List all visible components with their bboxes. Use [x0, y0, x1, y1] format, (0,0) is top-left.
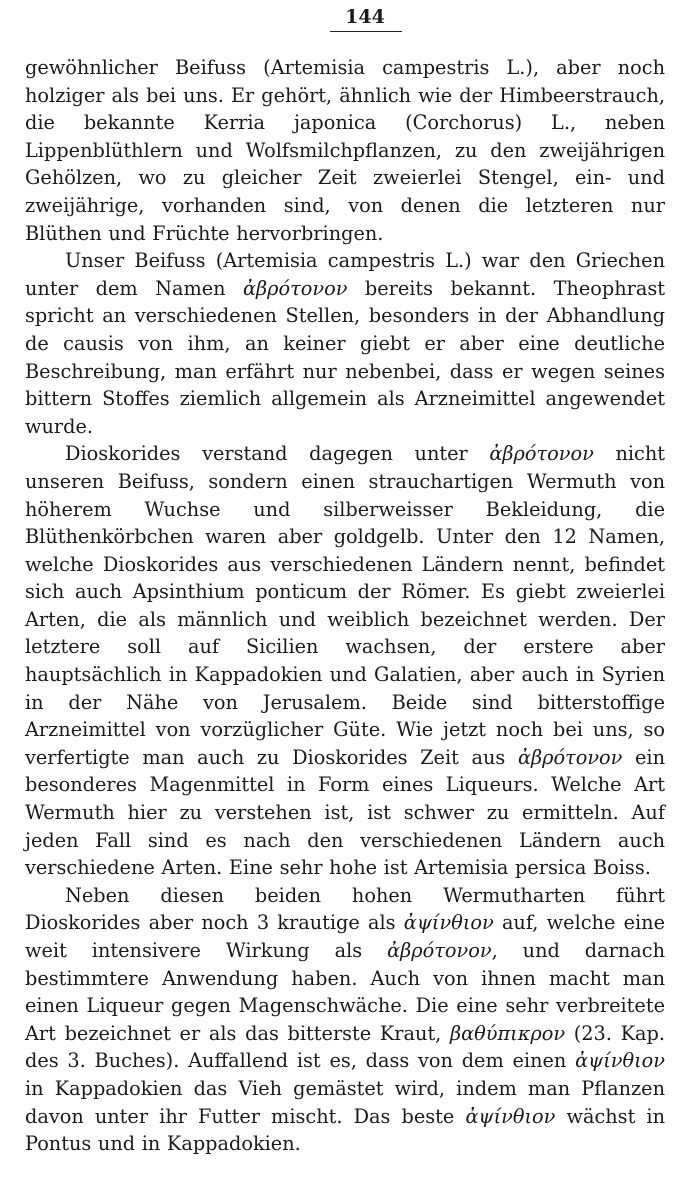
text-segment: Unser Beifuss (Artemisia campestris L.) war den Griechen unter dem Namen: [25, 249, 665, 300]
text-segment: Dioskorides verstand dagegen unter: [65, 442, 490, 466]
greek-term: ἀψίνθιον: [575, 1049, 665, 1073]
greek-term: ἀψίνθιον: [465, 1104, 556, 1128]
greek-term: ἀβρότονον: [387, 939, 492, 962]
greek-term: ἀβρότονον: [489, 442, 594, 466]
text-segment: wächst in Pontus und in Kappadokien.: [25, 1104, 665, 1156]
text-segment: ein besonderes Magenmittel in Form eines Liqueurs. Welche Art Wermuth hier zu verstehen ist, ist schwer zu ermitteln. Auf jeden Fall sind es nach den verschiedenen Ländern auch verschiedene Arten. Eine sehr hohe ist Artemisia persica Boiss.: [25, 745, 665, 880]
body-text: [25, 54, 665, 1158]
text-segment: , und darnach bestimmtere Anwendung haben. Auch von ihnen macht man einen Liqueur gegen Magenschwäche. Die eine sehr verbreitete Art bezeichnet er als das bitterste Kraut,: [25, 939, 665, 1045]
paragraph-1: [25, 54, 665, 247]
text-segment: nicht unseren Beifuss, sondern einen strauchartigen Wermuth von höherem Wuchse und silberweisser Bekleidung, die Blüthenkörbchen waren aber goldgelb. Unter den 12 Namen, welche Dioskorides aus verschiedenen Ländern nennt, befindet sich auch Apsinthium ponticum der Römer. Es giebt zweierlei Arten, die als männlich und weiblich bezeichnet werden. Der letztere soll auf Sicilien wachsen, der erstere aber hauptsächlich in Kappadokien und Galatien, aber auch in Syrien in der Nähe von Jerusalem. Beide sind bitterstoffige Arzneimittel von vorzüglicher Güte. Wie jetzt noch bei uns, so verfertigte man auch zu Dioskorides Zeit aus: [25, 442, 665, 769]
greek-term: ἀψίνθιον: [403, 911, 494, 935]
text-segment: bereits bekannt. Theophrast spricht an verschiedenen Stellen, besonders in der Abhandlung de causis von ihm, an keiner giebt er aber eine deutliche Beschreibung, man erfährt nur nebenbei, dass er wegen seines bittern Stoffes ziemlich allgemein als Arzneimittel angewendet wurde.: [25, 276, 665, 438]
page-number: 144: [345, 6, 385, 28]
paragraph-2: [25, 247, 665, 440]
paragraph-4: [25, 882, 665, 1158]
greek-term: ἀβρότονον: [517, 745, 623, 769]
header-rule: [330, 31, 402, 32]
paragraph-3: [25, 440, 665, 882]
text-segment: auf, welche eine weit intensivere Wirkung als: [25, 911, 665, 962]
text-segment: gewöhnlicher Beifuss (Artemisia campestris L.), aber noch holziger als bei uns. Er gehört, ähnlich wie der Himbeerstrauch, die bekannte Kerria japonica (Corchorus) L., neben Lippenblüthlern und Wolfsmilchpflanzen, zu den zweijährigen Gehölzen, wo zu gleicher Zeit zweierlei Stengel, ein- und zweijährige, vorhanden sind, von denen die letzteren nur Blüthen und Früchte hervorbringen.: [25, 56, 665, 245]
greek-term: βαθύπικρον: [450, 1021, 566, 1045]
greek-term: ἀβρότονον: [243, 276, 348, 300]
book-page: [25, 6, 665, 1158]
text-segment: in Kappadokien das Vieh gemästet wird, indem man Pflanzen davon unter ihr Futter mischt. Das beste: [25, 1076, 665, 1128]
text-segment: Neben diesen beiden hohen Wermutharten führt Dioskorides aber noch 3 krautige als: [25, 883, 665, 935]
text-segment: (23. Kap. des 3. Buches). Auffallend ist es, dass von dem einen: [25, 1021, 665, 1073]
